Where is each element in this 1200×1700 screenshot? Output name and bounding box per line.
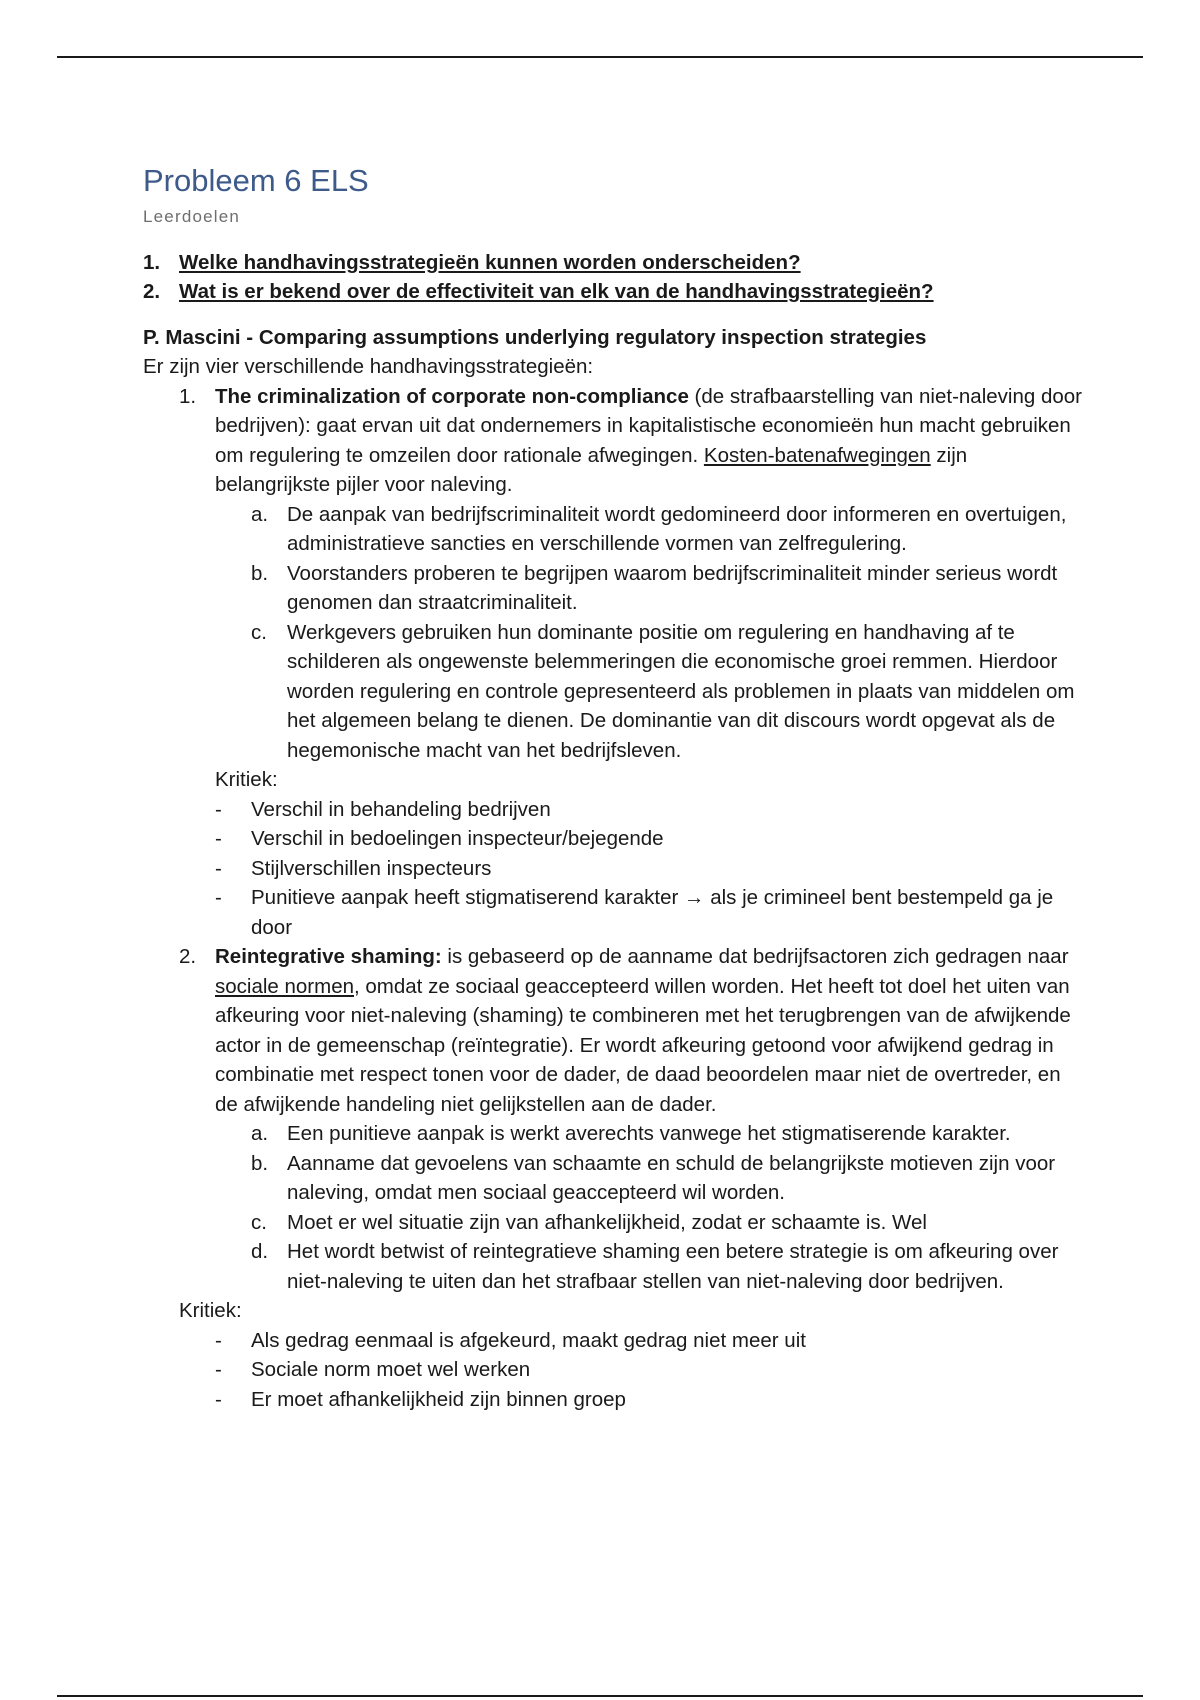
bullet-text: Verschil in bedoelingen inspecteur/bejegende — [251, 827, 664, 850]
strategy-key-term: sociale normen — [215, 974, 355, 998]
bullet-marker: - — [215, 1358, 222, 1381]
strategy-body — [215, 382, 1083, 500]
sub-item — [143, 1237, 1083, 1296]
bullet-text: Punitieve aanpak heeft stigmatiserend karakter → als je crimineel bent bestempeld ga je door — [251, 886, 1054, 939]
learning-goal — [143, 248, 1083, 278]
bullet-marker: - — [215, 827, 222, 850]
strategy-key-term: Kosten-batenafwegingen — [703, 443, 931, 467]
learning-goals — [143, 248, 1083, 307]
list-marker: d. — [251, 1240, 269, 1263]
list-marker: b. — [251, 1151, 269, 1175]
goal-number: 2. — [143, 280, 161, 303]
sub-item — [143, 1149, 1083, 1208]
bullet-item — [143, 795, 1083, 825]
strategy-text: (de strafbaarstelling van niet-naleving door bedrijven): gaat ervan uit dat ondernemers in kapitalistische economieën hun macht gebruiken om regulering te omzeilen door rationale afwegingen. — [215, 384, 1082, 467]
kritiek-label: Kritiek: — [215, 768, 278, 791]
sub-item-text: Een punitieve aanpak is werkt averechts vanwege het stigmatiserende karakter. — [287, 1122, 1011, 1145]
document-page — [143, 162, 1083, 1414]
strategy-name: Reintegrative shaming: — [215, 945, 442, 968]
goal-text: Welke handhavingsstrategieën kunnen worden onderscheiden? — [179, 250, 801, 274]
sub-item-text: Voorstanders proberen te begrijpen waarom bedrijfscriminaliteit minder serieus wordt genomen dan straatcriminaliteit. — [287, 561, 1058, 614]
strategy-name: The criminalization of corporate non-compliance — [215, 384, 689, 408]
sub-item — [143, 618, 1083, 766]
bullet-item — [143, 854, 1083, 884]
strategy-text: zijn belangrijkste pijler voor naleving. — [215, 443, 968, 496]
sub-item-text: De aanpak van bedrijfscriminaliteit wordt gedomineerd door informeren en overtuigen, administratieve sancties en verschillende vormen van zelfregulering. — [287, 502, 1067, 555]
goal-text: Wat is er bekend over de effectiviteit van elk van de handhavingsstrategieën? — [179, 280, 934, 303]
list-marker: a. — [251, 1122, 269, 1145]
sub-item — [143, 1208, 1083, 1238]
learning-goal — [143, 277, 1083, 307]
bullet-item — [143, 824, 1083, 854]
strategy-item — [143, 382, 1083, 500]
bullet-marker: - — [215, 797, 222, 821]
strategy-body — [215, 942, 1083, 1119]
bullet-text: Als gedrag eenmaal is afgekeurd, maakt gedrag niet meer uit — [251, 1328, 806, 1352]
bullet-text: Stijlverschillen inspecteurs — [251, 856, 492, 880]
kritiek-label: Kritiek: — [179, 1299, 242, 1322]
sub-item-text: Aanname dat gevoelens van schaamte en schuld de belangrijkste motieven zijn voor naleving, omdat men sociaal geaccepteerd wil worden. — [287, 1151, 1056, 1204]
bullet-text: Sociale norm moet wel werken — [251, 1358, 531, 1381]
sub-item — [143, 559, 1083, 618]
section-intro: Er zijn vier verschillende handhavingsstrategieën: — [143, 355, 594, 378]
bullet-marker: - — [215, 1387, 222, 1411]
list-marker: c. — [251, 1210, 267, 1234]
bullet-marker: - — [215, 856, 222, 880]
list-marker: 2. — [179, 945, 197, 968]
list-marker: 1. — [179, 384, 197, 408]
page-title: Probleem 6 ELS — [143, 163, 369, 198]
strategy-item — [143, 942, 1083, 1119]
sub-item-text: Werkgevers gebruiken hun dominante positie om regulering en handhaving af te schilderen als ongewenste belemmeringen die economische groei remmen. Hierdoor worden regulering en controle gepresenteerd als problemen in plaats van middelen om het algemeen belang te dienen. De dominantie van dit discours wordt opgevat als de hegemonische macht van het bedrijfsleven. — [287, 620, 1075, 762]
header-rule — [57, 56, 1143, 58]
list-marker: b. — [251, 561, 269, 585]
bullet-marker: - — [215, 886, 222, 909]
list-marker: c. — [251, 620, 267, 644]
sub-item — [143, 1119, 1083, 1149]
bullet-item — [143, 883, 1083, 942]
page-subtitle: Leerdoelen — [143, 207, 241, 226]
goal-number: 1. — [143, 250, 161, 274]
bullet-item — [143, 1385, 1083, 1415]
sub-item-text: Moet er wel situatie zijn van afhankelijkheid, zodat er schaamte is. Wel — [287, 1210, 927, 1234]
strategy-text: is gebaseerd op de aanname dat bedrijfsactoren zich gedragen naar — [441, 945, 1069, 968]
list-marker: a. — [251, 502, 269, 526]
sub-item-text: Het wordt betwist of reintegratieve shaming een betere strategie is om afkeuring over niet-naleving te uiten dan het strafbaar stellen van niet-naleving door bedrijven. — [287, 1240, 1059, 1293]
footer-rule — [57, 1695, 1143, 1697]
strategy-text: , omdat ze sociaal geaccepteerd willen worden. Het heeft tot doel het uiten van afkeuring voor niet-naleving (shaming) te combineren met het terugbrengen van de afwijkende actor in de gemeenschap (reïntegratie). Er wordt afkeuring getoond voor afwijkend gedrag in combinatie met respect tonen voor de dader, de daad beoordelen maar niet de overtreder, en de afwijkende handeling niet gelijkstellen aan de dader. — [215, 974, 1071, 1116]
sub-item — [143, 500, 1083, 559]
bullet-text: Er moet afhankelijkheid zijn binnen groep — [251, 1387, 626, 1411]
bullet-item — [143, 1326, 1083, 1356]
section-heading: P. Mascini - Comparing assumptions underlying regulatory inspection strategies — [143, 325, 927, 349]
bullet-marker: - — [215, 1328, 222, 1352]
bullet-item — [143, 1355, 1083, 1385]
bullet-text: Verschil in behandeling bedrijven — [251, 797, 551, 821]
